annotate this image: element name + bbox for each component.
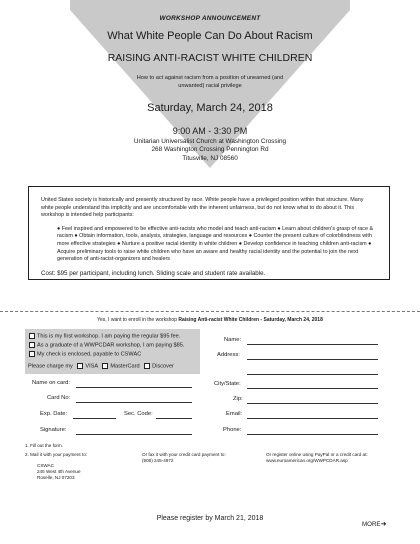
fax-number: (908) 245-4972 [142, 458, 174, 463]
enroll-prefix: Yes, I want to enroll in the workshop [97, 317, 177, 323]
arrow-right-icon: ➜ [380, 521, 387, 528]
name-field[interactable] [247, 344, 378, 345]
workshop-tagline: How to act against racism from a position of unearned (and unwanted) racial privilege [136, 75, 284, 89]
charge-label: Please charge my [28, 363, 73, 370]
register-deadline: Please register by March 21, 2018 [156, 515, 264, 522]
mastercard-label: MasterCard [110, 363, 140, 370]
phone-field[interactable] [247, 434, 378, 435]
graduate-checkbox[interactable] [29, 342, 35, 348]
workshop-venue [0, 138, 420, 163]
mastercard-checkbox[interactable] [102, 363, 108, 369]
announcement-label: WORKSHOP ANNOUNCEMENT [159, 15, 261, 22]
more-label: MORE [362, 521, 381, 528]
fax-text: Or fax it with your credit card payment to: [142, 452, 226, 457]
mailing-address [37, 463, 81, 481]
venue-street: 268 Washington Crossing Pennington Rd [151, 146, 269, 154]
description-intro: United States society is historically and presently structured by race. White people have a privileged position within that structure. Many white people understand this implicitly and are uncomfortable with the inherent unfairness, but do not know what to do about it. This workshop is intended help participants: [41, 197, 364, 219]
exp-date-label: Exp. Date: [40, 411, 68, 417]
cost-info: Cost: $95 per participant, including lunch. Sliding scale and student rate available. [41, 269, 266, 277]
workshop-title: What White People Can Do About Racism [107, 30, 313, 42]
enroll-workshop-name: Raising Anti-racist White Children - Saturday, March 24, 2018 [178, 317, 323, 323]
instruction-step2: 2. Mail it with your payment to: [25, 452, 88, 457]
description-bullets: ● Feel inspired and empowered to be effective anti-racists who model and teach anti-racism ● Learn about children's grasp of race & racism ● Obtain information, tools, analysis, strategies, language and resources ● Counter the present culture of colorblindness with more effective strategies ● Nurture a positive racial identity in white children ● Develop confidence in teaching children anti-racism ● Acquire preliminary tools to raise white children who have an aware and healthy racial identity and the potential to join the next generation of anti-racist-organizers and healers [57, 225, 374, 263]
mailing-city: Roselle, NJ 07203 [37, 475, 75, 480]
name-on-card-field[interactable] [76, 387, 192, 388]
email-label: Email: [226, 411, 243, 417]
fax-instructions [142, 452, 226, 464]
address-field-1[interactable] [247, 359, 378, 360]
workshop-date: Saturday, March 24, 2018 [147, 102, 273, 114]
charge-options [28, 363, 174, 369]
discover-label: Discover [152, 363, 174, 370]
more-link[interactable] [362, 520, 386, 528]
online-url[interactable]: www.euroamerican.org/WWPCDAR.asp [266, 458, 348, 463]
venue-name: Unitarian Universalist Church at Washington Crossing [133, 138, 287, 145]
check-enclosed-checkbox[interactable] [29, 351, 35, 357]
visa-label: VISA [85, 363, 98, 370]
online-text: Or register online using PayPal or a credit card at: [266, 452, 368, 457]
sec-code-label: Sec. Code: [124, 411, 153, 417]
visa-checkbox[interactable] [77, 363, 83, 369]
email-field[interactable] [247, 418, 378, 419]
card-no-label: Card No: [47, 395, 71, 401]
check-enclosed-label: My check is enclosed, payable to CSWAC [37, 351, 142, 358]
graduate-label: As a graduate of a WWPCDAR workshop, I am paying $85. [37, 342, 185, 349]
discover-checkbox[interactable] [144, 363, 150, 369]
venue-city: Titusville, NJ 08560 [182, 154, 238, 162]
address-field-2[interactable] [247, 374, 378, 375]
zip-label: Zip: [233, 396, 243, 402]
address-label: Address: [217, 352, 240, 358]
option-check-enclosed[interactable] [29, 351, 141, 357]
first-workshop-label: This is my first workshop. I am paying the regular $95 fee. [37, 333, 181, 340]
enroll-statement [0, 317, 420, 323]
option-first-workshop[interactable] [29, 333, 180, 339]
mailing-street: 245 West 4th Avenue [37, 469, 81, 474]
instruction-step1: 1. Fill out the form. [25, 443, 64, 448]
signature-label: Signature: [40, 427, 67, 433]
first-workshop-checkbox[interactable] [29, 333, 35, 339]
online-instructions [266, 452, 368, 464]
phone-label: Phone: [223, 427, 242, 433]
workshop-time: 9:00 AM - 3:30 PM [172, 126, 248, 136]
exp-date-field[interactable] [73, 418, 116, 419]
workshop-subtitle: RAISING ANTI-RACIST WHITE CHILDREN [107, 52, 313, 64]
city-state-field[interactable] [247, 388, 378, 389]
mailing-org: CSWAC [37, 463, 54, 468]
sec-code-field[interactable] [156, 418, 192, 419]
cut-line-divider [0, 311, 420, 312]
signature-field[interactable] [76, 434, 192, 435]
name-label: Name: [224, 337, 242, 343]
card-no-field[interactable] [76, 402, 192, 403]
name-on-card-label: Name on card: [32, 380, 71, 386]
city-state-label: City/State: [214, 381, 241, 387]
zip-field[interactable] [247, 403, 378, 404]
option-graduate[interactable] [29, 342, 184, 348]
description-box [28, 186, 390, 280]
